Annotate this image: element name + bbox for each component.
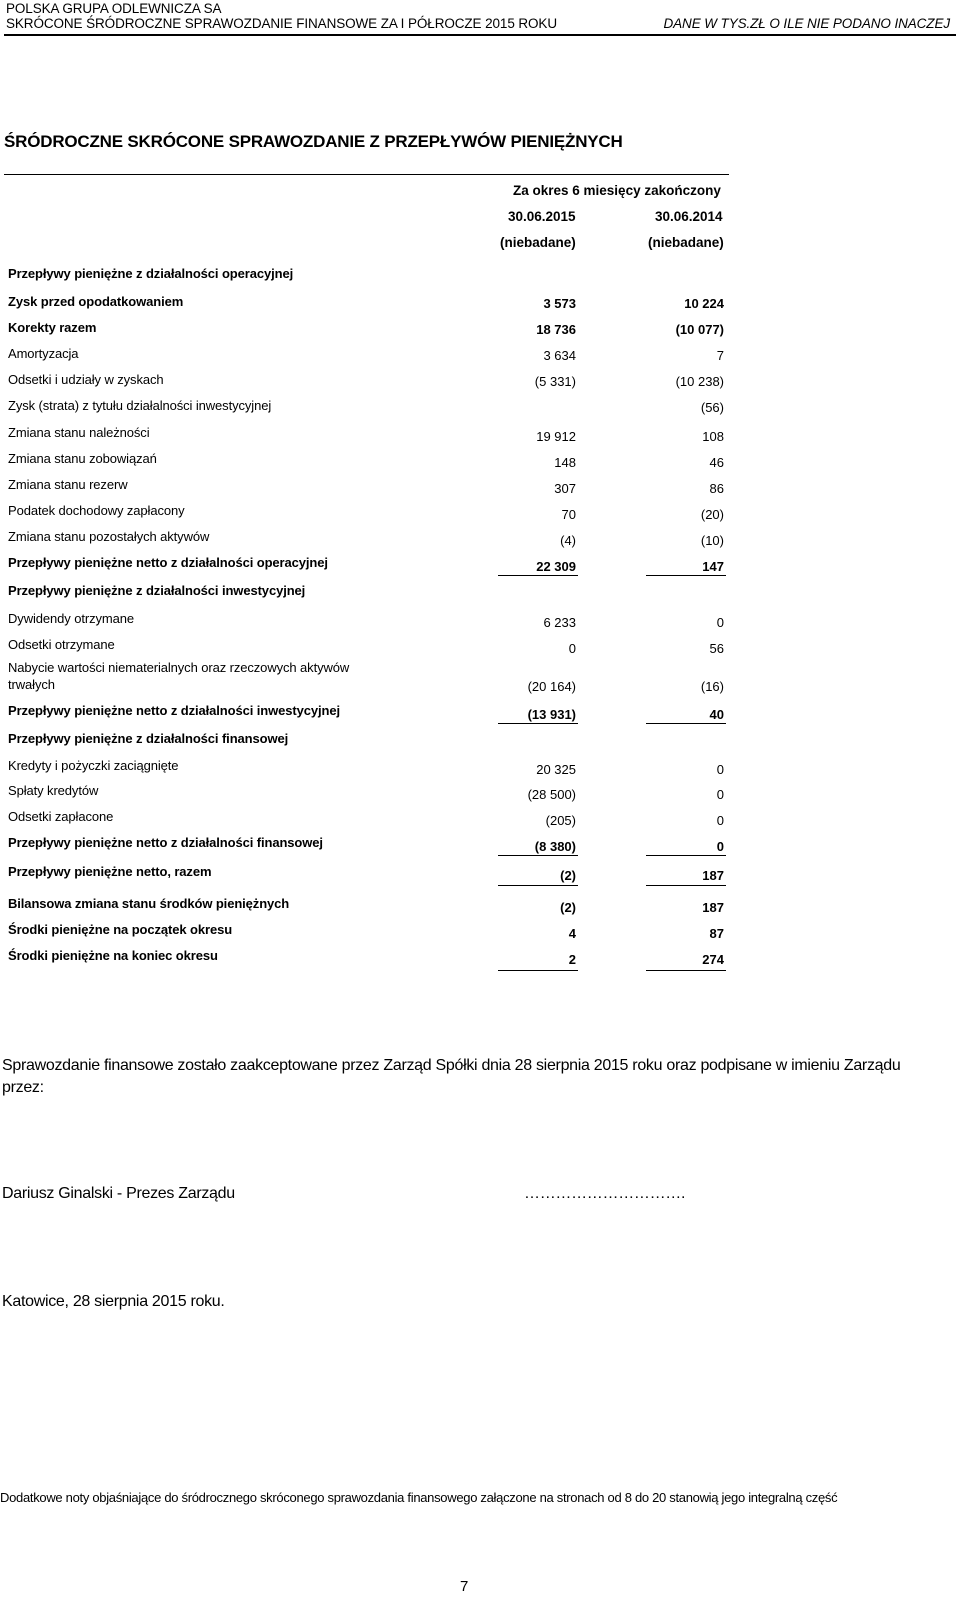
section-investing: Przepływy pieniężne z działalności inwestycyjnej	[8, 583, 306, 598]
row-label: Amortyzacja	[8, 346, 79, 361]
total-underline	[498, 885, 578, 886]
row-label: Korekty razem	[8, 320, 97, 335]
total-underline	[498, 723, 578, 724]
row-value-2014: 274	[702, 952, 724, 967]
total-underline	[646, 855, 726, 856]
header-divider	[4, 34, 956, 36]
period-header: Za okres 6 miesięcy zakończony	[513, 183, 721, 198]
signatory-name: Dariusz Ginalski - Prezes Zarządu	[2, 1185, 235, 1202]
date-2014: 30.06.2014	[655, 209, 723, 224]
row-value-2015: 3 573	[543, 296, 576, 311]
row-label: Odsetki i udziały w zyskach	[8, 372, 164, 387]
row-value-2014: (10 077)	[675, 322, 724, 337]
title-divider	[4, 174, 729, 175]
row-label: Dywidendy otrzymane	[8, 611, 134, 626]
row-label: Zmiana stanu pozostałych aktywów	[8, 529, 210, 544]
row-value-2014: 0	[716, 762, 724, 777]
row-label: Odsetki otrzymane	[8, 637, 115, 652]
notes-footer: Dodatkowe noty objaśniające do śródrocznego skróconego sprawozdania finansowego załączone na stronach od 8 do 20 stanowią jego integralną część	[0, 1490, 838, 1505]
row-value-2014: 0	[716, 839, 724, 854]
row-label: Zysk przed opodatkowaniem	[8, 294, 184, 309]
row-value-2015: 4	[568, 926, 576, 941]
row-value-2014: (20)	[700, 507, 724, 522]
row-value-2015: (2)	[560, 868, 576, 883]
row-value-2014: 108	[702, 429, 724, 444]
row-label: Zysk (strata) z tytułu działalności inwestycyjnej	[8, 398, 272, 413]
total-underline	[646, 970, 726, 971]
total-underline	[646, 885, 726, 886]
section-operating: Przepływy pieniężne z działalności operacyjnej	[8, 266, 294, 281]
approval-text-continued: przez:	[2, 1079, 44, 1096]
signature-line: ………………………….	[524, 1185, 686, 1202]
row-label-continued: trwałych	[8, 677, 55, 692]
total-underline	[498, 855, 578, 856]
row-label-total: Bilansowa zmiana stanu środków pieniężnych	[8, 896, 290, 911]
row-label-total: Środki pieniężne na początek okresu	[8, 922, 233, 937]
row-value-2014: 7	[716, 348, 724, 363]
row-label: Zmiana stanu rezerw	[8, 477, 128, 492]
row-value-2014: 0	[716, 787, 724, 802]
row-label-total: Środki pieniężne na koniec okresu	[8, 948, 218, 963]
row-value-2015: (8 380)	[534, 839, 576, 854]
row-value-2014: 10 224	[684, 296, 724, 311]
row-value-2014: 86	[709, 481, 724, 496]
row-value-2014: 187	[702, 900, 724, 915]
total-underline	[646, 723, 726, 724]
row-value-2014: 0	[716, 615, 724, 630]
row-label-total: Przepływy pieniężne netto z działalności inwestycyjnej	[8, 703, 340, 718]
row-value-2015: (5 331)	[534, 374, 576, 389]
row-value-2015: (205)	[545, 813, 576, 828]
row-value-2015: 307	[554, 481, 576, 496]
row-value-2014: 56	[709, 641, 724, 656]
row-value-2015: 3 634	[543, 348, 576, 363]
row-label: Zmiana stanu zobowiązań	[8, 451, 157, 466]
date-2015: 30.06.2015	[508, 209, 576, 224]
report-title: SKRÓCONE ŚRÓDROCZNE SPRAWOZDANIE FINANSOWE ZA I PÓŁROCZE 2015 ROKU	[6, 16, 557, 31]
row-value-2014: (10)	[700, 533, 724, 548]
row-value-2014: 0	[716, 813, 724, 828]
row-label: Podatek dochodowy zapłacony	[8, 503, 185, 518]
row-value-2015: 2	[568, 952, 576, 967]
row-value-2014: (10 238)	[675, 374, 724, 389]
units-note: DANE W TYS.ZŁ O ILE NIE PODANO INACZEJ	[663, 16, 950, 31]
row-value-2015: (13 931)	[527, 707, 576, 722]
statement-title: ŚRÓDROCZNE SKRÓCONE SPRAWOZDANIE Z PRZEPŁYWÓW PIENIĘŻNYCH	[4, 132, 623, 151]
row-value-2014: 46	[709, 455, 724, 470]
row-value-2015: 0	[568, 641, 576, 656]
row-value-2014: 187	[702, 868, 724, 883]
company-name: POLSKA GRUPA ODLEWNICZA SA	[6, 1, 222, 16]
row-value-2014: (16)	[700, 679, 724, 694]
row-label-total: Przepływy pieniężne netto z działalności finansowej	[8, 835, 323, 850]
place-date: Katowice, 28 sierpnia 2015 roku.	[2, 1293, 225, 1310]
row-label: Odsetki zapłacone	[8, 809, 114, 824]
row-label-total: Przepływy pieniężne netto, razem	[8, 864, 212, 879]
total-underline	[498, 575, 578, 576]
row-label: Nabycie wartości niematerialnych oraz rzeczowych aktywów	[8, 660, 350, 675]
row-value-2015: (28 500)	[527, 787, 576, 802]
total-underline	[646, 575, 726, 576]
page-number: 7	[460, 1578, 469, 1595]
status-2014: (niebadane)	[648, 235, 724, 250]
section-financing: Przepływy pieniężne z działalności finansowej	[8, 731, 289, 746]
row-value-2015: 70	[561, 507, 576, 522]
row-value-2014: 87	[709, 926, 724, 941]
row-value-2015: (2)	[560, 900, 576, 915]
approval-text: Sprawozdanie finansowe zostało zaakceptowane przez Zarząd Spółki dnia 28 sierpnia 2015 roku oraz podpisane w imieniu Zarządu	[2, 1057, 901, 1074]
row-value-2015: 19 912	[536, 429, 576, 444]
row-value-2014: (56)	[700, 400, 724, 415]
row-label-total: Przepływy pieniężne netto z działalności operacyjnej	[8, 555, 328, 570]
row-value-2014: 40	[709, 707, 724, 722]
row-value-2014: 147	[702, 559, 724, 574]
row-value-2015: (4)	[560, 533, 576, 548]
row-label: Kredyty i pożyczki zaciągnięte	[8, 758, 179, 773]
status-2015: (niebadane)	[500, 235, 576, 250]
row-value-2015: (20 164)	[527, 679, 576, 694]
row-value-2015: 18 736	[536, 322, 576, 337]
total-underline	[498, 970, 578, 971]
row-value-2015: 148	[554, 455, 576, 470]
row-label: Spłaty kredytów	[8, 783, 99, 798]
row-value-2015: 20 325	[536, 762, 576, 777]
row-label: Zmiana stanu należności	[8, 425, 150, 440]
row-value-2015: 22 309	[536, 559, 576, 574]
row-value-2015: 6 233	[543, 615, 576, 630]
